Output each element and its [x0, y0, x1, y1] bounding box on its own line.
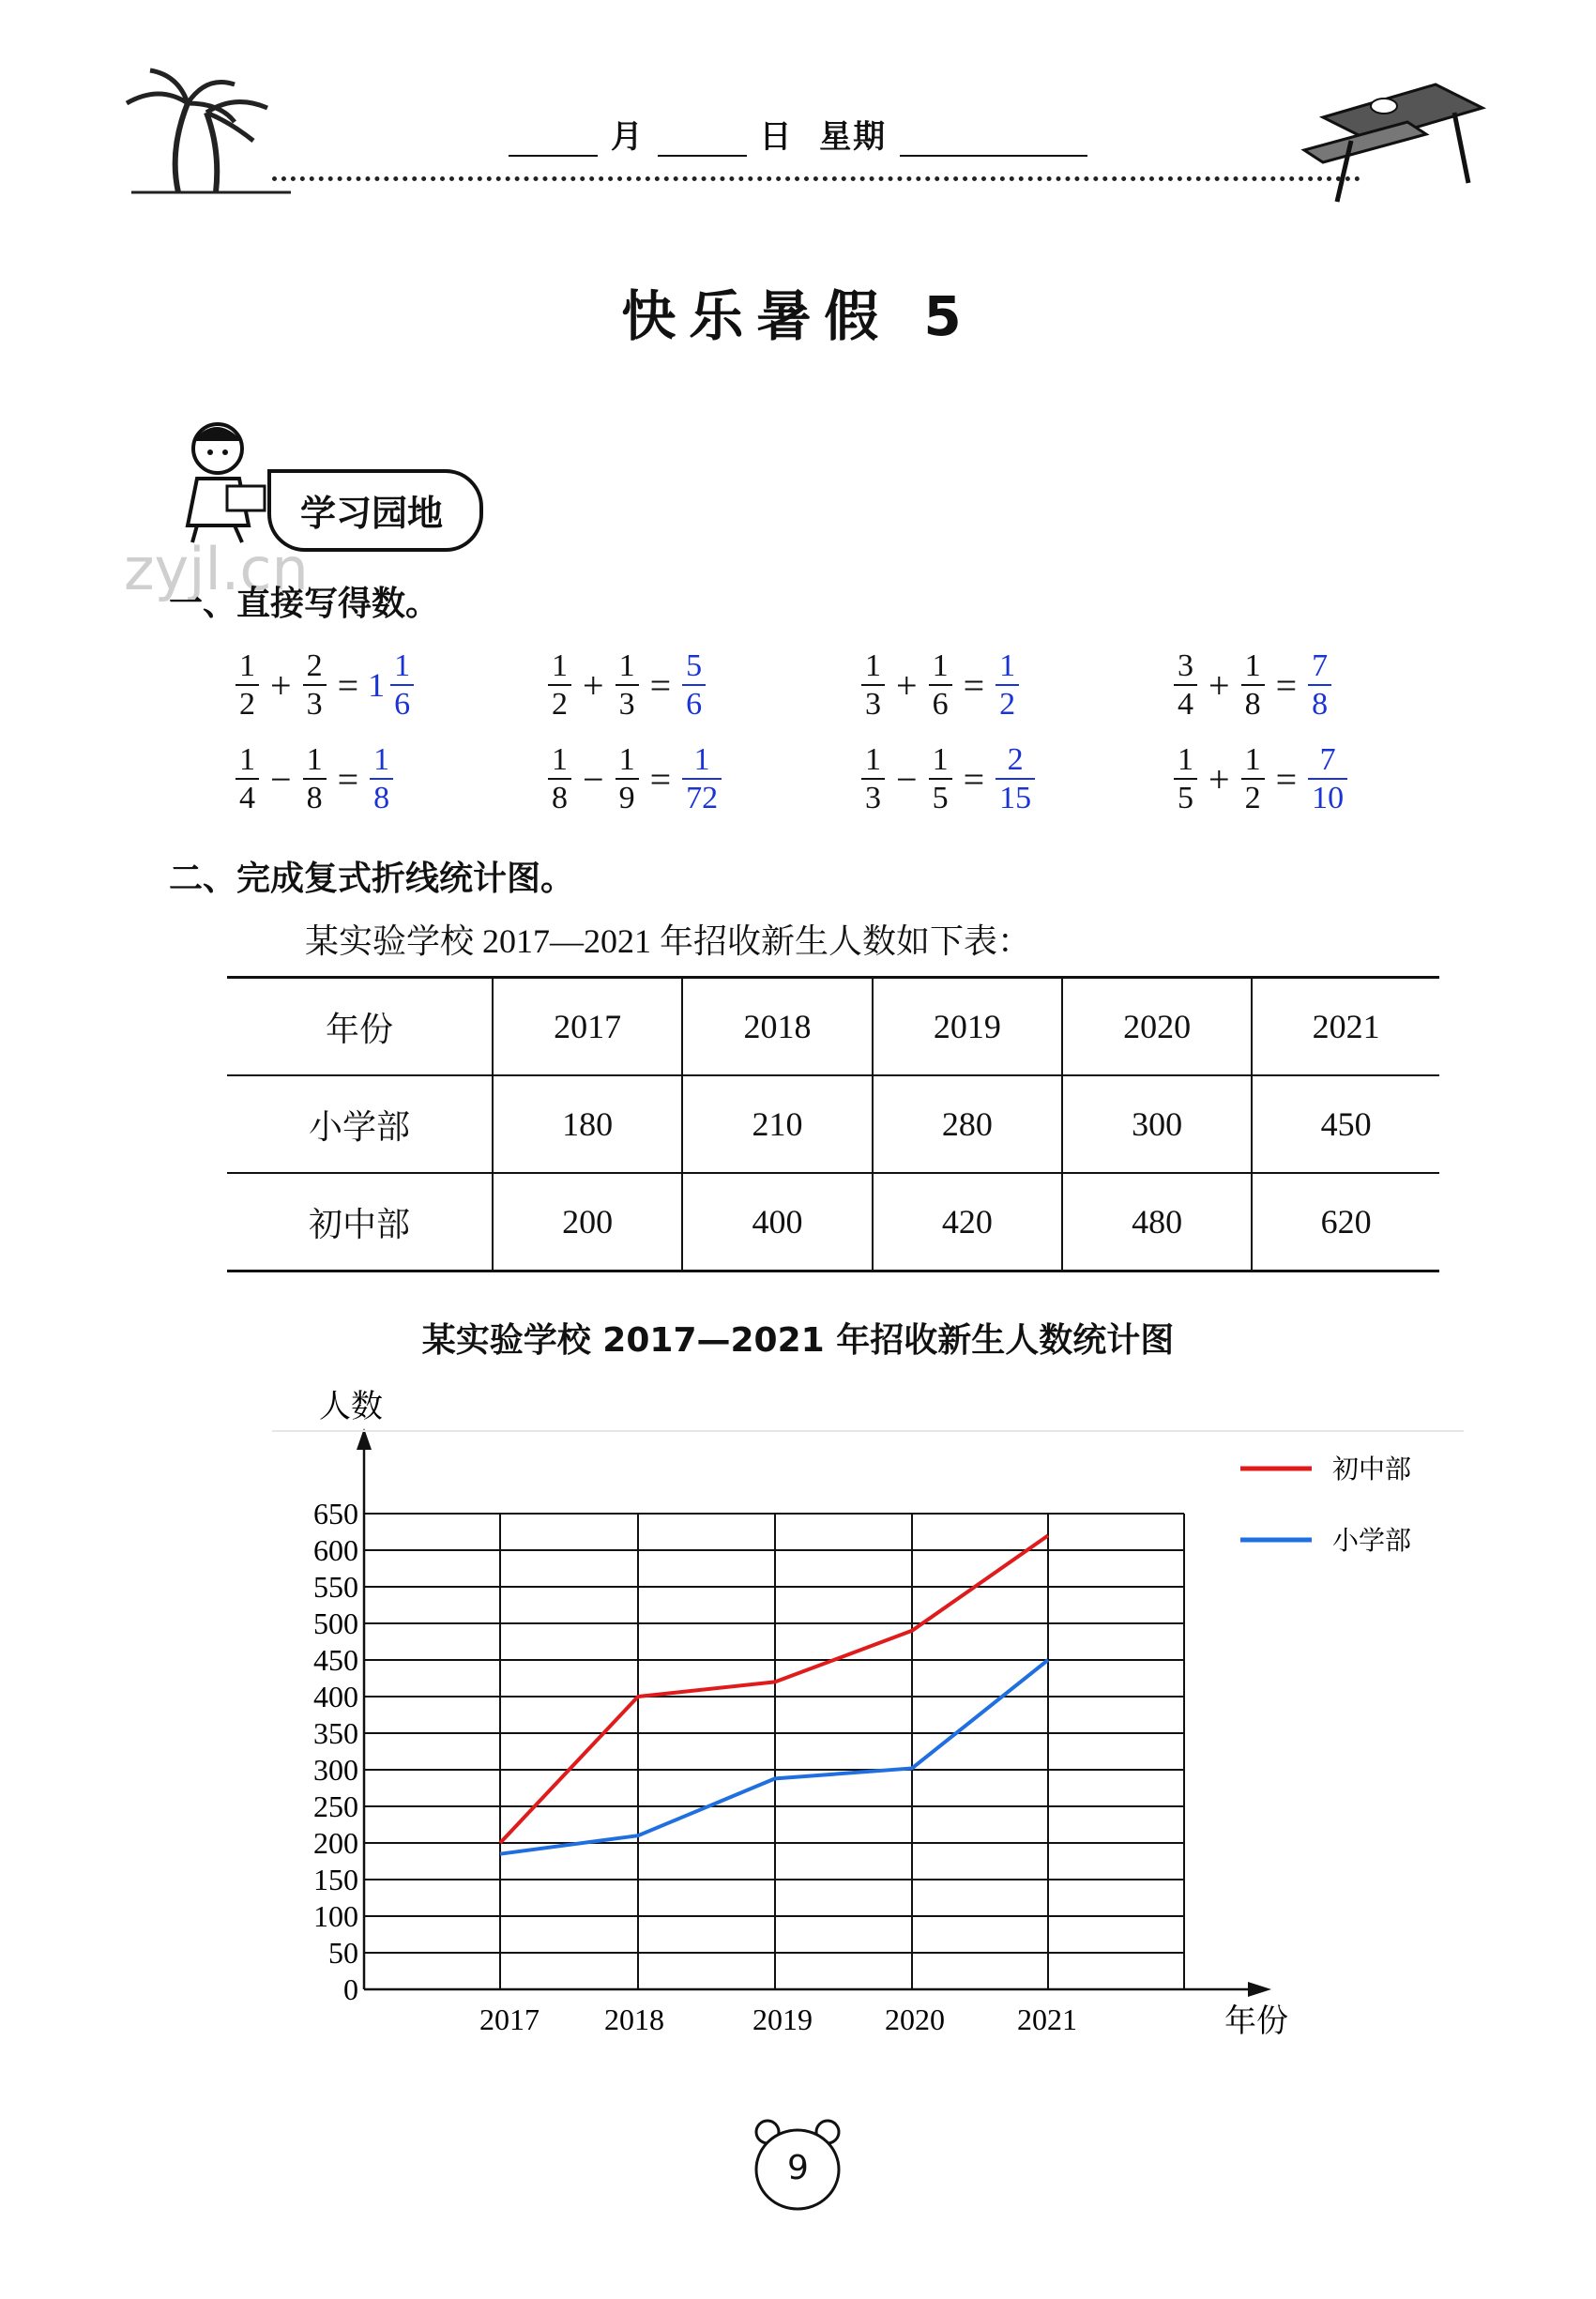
- operator-sign: −: [583, 757, 604, 800]
- row-label-cell: 小学部: [227, 1075, 493, 1173]
- page-number: 9: [787, 2149, 809, 2187]
- denominator: 8: [1244, 687, 1261, 723]
- denominator: 9: [618, 781, 635, 816]
- table-cell: 480: [1062, 1173, 1252, 1271]
- table-cell: 200: [493, 1173, 682, 1271]
- denominator: 6: [394, 687, 411, 723]
- y-tick-label: 150: [313, 1863, 358, 1896]
- x-tick-label: 2019: [752, 2002, 813, 2036]
- equals-sign: =: [649, 663, 672, 707]
- y-tick-label: 250: [313, 1789, 358, 1823]
- x-axis-title: 年份: [1224, 2002, 1288, 2040]
- denominator: 3: [865, 687, 881, 723]
- numerator: 5: [686, 648, 703, 683]
- month-label: 月: [610, 118, 645, 156]
- answer-whole-part: 1: [368, 666, 386, 705]
- y-tick-label: 200: [313, 1826, 358, 1860]
- equals-sign: =: [337, 757, 359, 800]
- operator-sign: +: [583, 663, 604, 707]
- denominator: 10: [1312, 781, 1345, 816]
- numerator: 1: [932, 742, 949, 777]
- x-tick-label: 2018: [604, 2002, 664, 2036]
- equals-sign: =: [1275, 757, 1298, 800]
- denominator: 2: [552, 687, 568, 723]
- row-label-cell: 初中部: [227, 1173, 493, 1271]
- operator-sign: +: [270, 663, 292, 707]
- numerator: 1: [865, 648, 881, 683]
- y-tick-label: 50: [328, 1936, 358, 1970]
- numerator: 7: [1319, 742, 1336, 777]
- numerator: 1: [552, 648, 568, 683]
- table-cell: 450: [1252, 1075, 1439, 1173]
- numerator: 1: [306, 742, 323, 777]
- y-tick-label: 550: [313, 1570, 358, 1604]
- y-tick-label: 500: [313, 1606, 358, 1640]
- numerator: 2: [306, 648, 323, 683]
- numerator: 3: [1178, 648, 1193, 683]
- numerator: 1: [1244, 648, 1261, 683]
- y-tick-label: 350: [313, 1716, 358, 1750]
- y-tick-label: 400: [313, 1680, 358, 1713]
- numerator: 1: [394, 648, 411, 683]
- equals-sign: =: [963, 757, 985, 800]
- table-cell: 620: [1252, 1173, 1439, 1271]
- numerator: 1: [693, 742, 710, 777]
- denominator: 2: [999, 687, 1016, 723]
- table-cell: 2021: [1252, 978, 1439, 1076]
- numerator: 7: [1312, 648, 1329, 683]
- denominator: 8: [552, 781, 568, 816]
- equals-sign: =: [649, 757, 672, 800]
- denominator: 3: [618, 687, 635, 723]
- denominator: 3: [865, 781, 881, 816]
- denominator: 3: [306, 687, 323, 723]
- numerator: 1: [618, 742, 635, 777]
- denominator: 8: [306, 781, 323, 816]
- operator-sign: +: [1208, 663, 1230, 707]
- x-axis-arrow: [1248, 1982, 1271, 1997]
- legend-label: 初中部: [1332, 1454, 1412, 1484]
- y-tick-label: 650: [313, 1497, 358, 1530]
- table-intro: 某实验学校 2017—2021 年招收新生人数如下表：: [305, 922, 1032, 960]
- numerator: 1: [932, 648, 949, 683]
- denominator: 6: [686, 687, 703, 723]
- operator-sign: +: [896, 663, 918, 707]
- table-cell: 400: [682, 1173, 872, 1271]
- weekday-label: 星期: [819, 118, 888, 156]
- numerator: 2: [1007, 742, 1024, 777]
- x-tick-label: 2021: [1017, 2002, 1077, 2036]
- table-cell: 2018: [682, 978, 872, 1076]
- table-cell: 2017: [493, 978, 682, 1076]
- equals-sign: =: [963, 663, 985, 707]
- numerator: 1: [373, 742, 390, 777]
- denominator: 15: [999, 781, 1032, 816]
- chart-title: 某实验学校 2017—2021 年招收新生人数统计图: [421, 1321, 1175, 1360]
- table-cell: 280: [873, 1075, 1062, 1173]
- numerator: 1: [618, 648, 635, 683]
- table-cell: 2019: [873, 978, 1062, 1076]
- y-tick-label: 450: [313, 1643, 358, 1677]
- denominator: 4: [1178, 687, 1193, 723]
- watermark: zyjl.cn: [124, 535, 309, 603]
- y-axis-title: 人数: [319, 1388, 383, 1425]
- denominator: 2: [1244, 781, 1261, 816]
- denominator: 8: [373, 781, 390, 816]
- y-tick-label: 0: [343, 1972, 358, 2006]
- study-corner-label: 学习园地: [299, 493, 443, 534]
- numerator: 1: [999, 648, 1016, 683]
- denominator: 6: [932, 687, 949, 723]
- denominator: 4: [239, 781, 255, 816]
- numerator: 1: [1178, 742, 1193, 777]
- y-tick-label: 100: [313, 1899, 358, 1933]
- row-label-cell: 年份: [227, 978, 493, 1076]
- denominator: 5: [1178, 781, 1193, 816]
- section1-heading: 一、直接写得数。: [169, 585, 440, 623]
- denominator: 2: [239, 687, 255, 723]
- denominator: 5: [932, 781, 949, 816]
- section2-heading: 二、完成复式折线统计图。: [169, 860, 575, 898]
- equals-sign: =: [337, 663, 359, 707]
- day-label: 日: [759, 118, 794, 156]
- numerator: 1: [1244, 742, 1261, 777]
- denominator: 72: [686, 781, 719, 816]
- x-tick-label: 2020: [885, 2002, 945, 2036]
- denominator: 8: [1312, 687, 1329, 723]
- table-cell: 210: [682, 1075, 872, 1173]
- numerator: 1: [239, 742, 255, 777]
- x-tick-label: 2017: [479, 2002, 540, 2036]
- table-cell: 2020: [1062, 978, 1252, 1076]
- numerator: 1: [865, 742, 881, 777]
- legend-label: 小学部: [1332, 1525, 1412, 1556]
- numerator: 1: [239, 648, 255, 683]
- operator-sign: −: [896, 757, 918, 800]
- equals-sign: =: [1275, 663, 1298, 707]
- table-cell: 180: [493, 1075, 682, 1173]
- page-title: 快乐暑假 5: [621, 284, 975, 348]
- operator-sign: +: [1208, 757, 1230, 800]
- y-tick-label: 300: [313, 1753, 358, 1787]
- y-tick-label: 600: [313, 1533, 358, 1567]
- table-cell: 300: [1062, 1075, 1252, 1173]
- operator-sign: −: [270, 757, 292, 800]
- table-cell: 420: [873, 1173, 1062, 1271]
- numerator: 1: [552, 742, 568, 777]
